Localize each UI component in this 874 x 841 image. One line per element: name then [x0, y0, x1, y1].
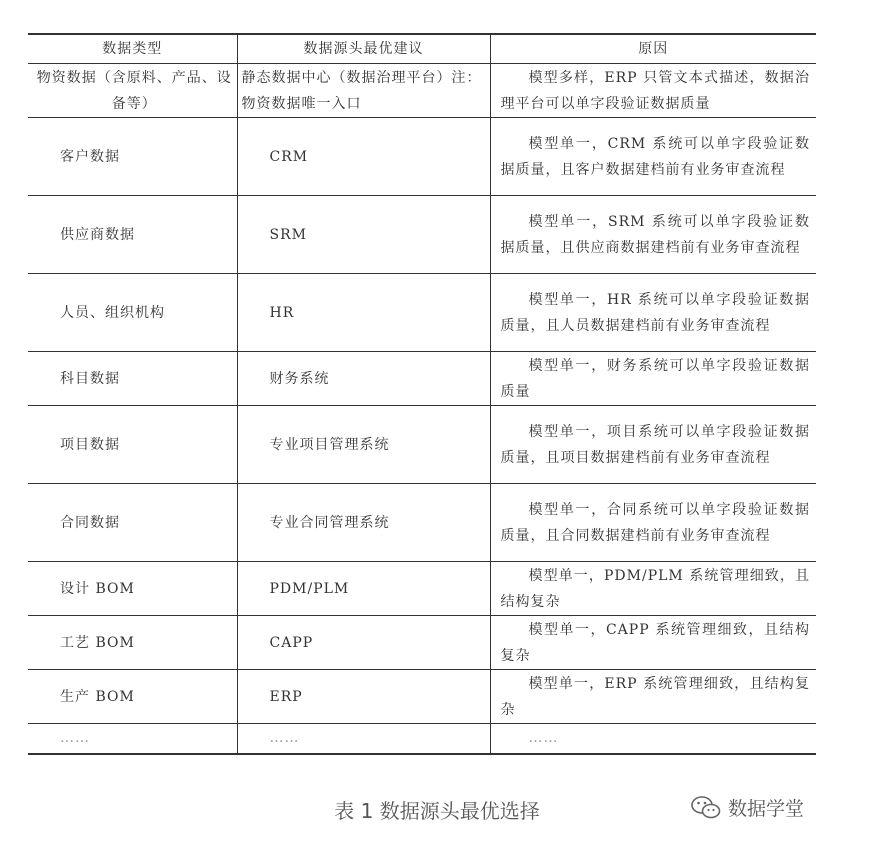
cell-source: CAPP	[237, 616, 490, 670]
header-best-source: 数据源头最优建议	[237, 34, 490, 64]
data-source-table-container	[28, 33, 816, 755]
cell-reason: 模型单一，SRM 系统可以单字段验证数据质量，且供应商数据建档前有业务审查流程	[490, 196, 816, 274]
cell-data-type: ……	[28, 724, 237, 754]
cell-source: HR	[237, 274, 490, 352]
cell-source: 专业合同管理系统	[237, 484, 490, 562]
watermark	[690, 794, 804, 821]
cell-reason: ……	[528, 730, 559, 747]
table-row	[28, 64, 816, 118]
cell-source: 静态数据中心（数据治理平台）注：物资数据唯一入口	[237, 64, 490, 118]
cell-data-type: 工艺 BOM	[28, 616, 237, 670]
cell-source: 专业项目管理系统	[237, 406, 490, 484]
cell-data-type: 人员、组织机构	[28, 274, 237, 352]
table-row	[28, 616, 816, 670]
header-reason: 原因	[490, 34, 816, 64]
cell-data-type: 科目数据	[28, 352, 237, 406]
wechat-icon	[690, 795, 722, 821]
table-row	[28, 118, 816, 196]
cell-reason: 模型单一，PDM/PLM 系统管理细致，且结构复杂	[490, 562, 816, 616]
table-row	[28, 352, 816, 406]
data-source-table	[28, 33, 816, 755]
cell-reason: 模型多样，ERP 只管文本式描述，数据治理平台可以单字段验证数据质量	[490, 64, 816, 118]
table-row	[28, 484, 816, 562]
table-row	[28, 196, 816, 274]
header-data-type: 数据类型	[28, 34, 237, 64]
cell-source: 财务系统	[237, 352, 490, 406]
cell-reason: 模型单一，HR 系统可以单字段验证数据质量，且人员数据建档前有业务审查流程	[490, 274, 816, 352]
cell-data-type: 客户数据	[28, 118, 237, 196]
cell-data-type: 生产 BOM	[28, 670, 237, 724]
cell-data-type: 项目数据	[28, 406, 237, 484]
table-caption: 表 1 数据源头最优选择	[334, 799, 540, 823]
cell-reason: 模型单一，财务系统可以单字段验证数据质量	[490, 352, 816, 406]
cell-data-type: 设计 BOM	[28, 562, 237, 616]
cell-reason: 模型单一，项目系统可以单字段验证数据质量，且项目数据建档前有业务审查流程	[490, 406, 816, 484]
cell-source: ERP	[237, 670, 490, 724]
table-row	[28, 724, 816, 754]
table-row	[28, 406, 816, 484]
cell-reason: 模型单一，ERP 系统管理细致，且结构复杂	[490, 670, 816, 724]
cell-data-type: 供应商数据	[28, 196, 237, 274]
cell-reason: 模型单一，合同系统可以单字段验证数据质量，且合同数据建档前有业务审查流程	[490, 484, 816, 562]
cell-source: ……	[237, 724, 490, 754]
cell-source: PDM/PLM	[237, 562, 490, 616]
table-row	[28, 670, 816, 724]
cell-source: SRM	[237, 196, 490, 274]
table-row	[28, 274, 816, 352]
cell-data-type: 物资数据（含原料、产品、设备等）	[28, 64, 237, 118]
cell-data-type: 合同数据	[28, 484, 237, 562]
cell-source: CRM	[237, 118, 490, 196]
table-row	[28, 562, 816, 616]
table-header-row	[28, 34, 816, 64]
cell-reason: 模型单一，CAPP 系统管理细致，且结构复杂	[490, 616, 816, 670]
cell-reason: 模型单一，CRM 系统可以单字段验证数据质量，且客户数据建档前有业务审查流程	[490, 118, 816, 196]
watermark-text: 数据学堂	[728, 798, 805, 820]
